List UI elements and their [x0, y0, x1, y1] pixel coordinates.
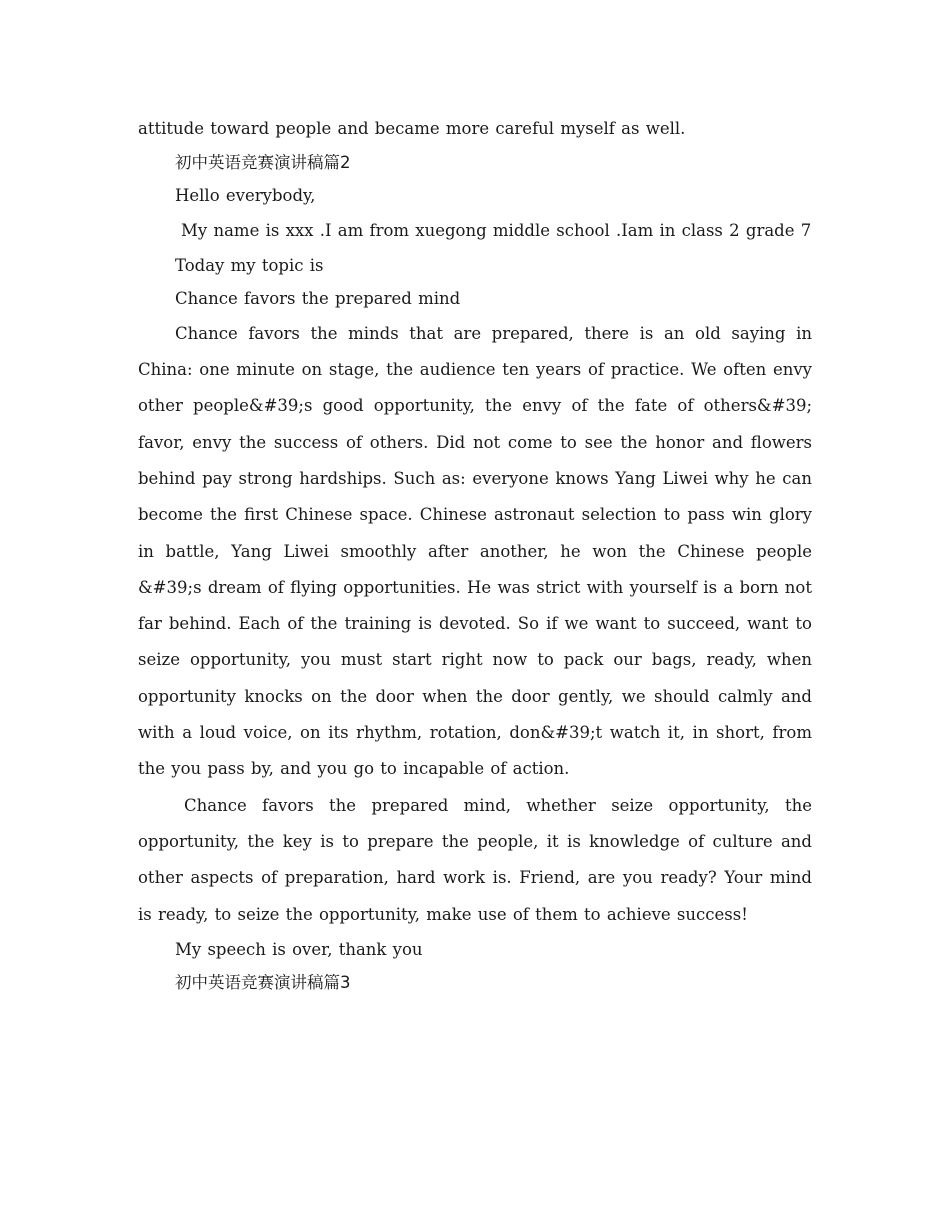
- paragraph-body-2: Chance favors the prepared mind, whether seize opportunity, the opportunity, the key is to prepare the people, it is knowledge of culture and other aspects of preparation, hard work is. Friend, are you ready? Your mind is ready, to seize the opportunity, make use of them to achieve success!: [138, 795, 812, 924]
- paragraph-introduction: My name is xxx .I am from xuegong middle school .Iam in class 2 grade 7: [181, 220, 812, 240]
- paragraph-greeting: Hello everybody,: [175, 186, 316, 205]
- section-heading-2: 初中英语竞赛演讲稿篇2: [175, 152, 351, 172]
- document-page: [138, 112, 812, 1000]
- paragraph-closing: My speech is over, thank you: [175, 939, 423, 959]
- section-heading-3: 初中英语竞赛演讲稿篇3: [175, 973, 351, 993]
- paragraph-topic-intro: Today my topic is: [175, 255, 324, 275]
- paragraph-continuation: attitude toward people and became more careful myself as well.: [138, 119, 686, 138]
- paragraph-body-1: Chance favors the minds that are prepared, there is an old saying in China: one minute on stage, the audience ten years of practice. We often envy other people&#39;s good opportunity, the envy of the fate of others&#39; favor, envy the success of others. Did not come to see the honor and flowers behind pay strong hardships. Such as: everyone knows Yang Liwei why he can become the first Chinese space. Chinese astronaut selection to pass win glory in battle, Yang Liwei smoothly after another, he won the Chinese people &#39;s dream of flying opportunities. He was strict with yourself is a born not far behind. Each of the training is devoted. So if we want to succeed, want to seize opportunity, you must start right now to pack our bags, ready, when opportunity knocks on the door when the door gently, we should calmly and with a loud voice, on its rhythm, rotation, don&#39;t watch it, in short, from the you pass by, and you go to incapable of action.: [138, 323, 812, 779]
- paragraph-topic-title: Chance favors the prepared mind: [175, 289, 461, 309]
